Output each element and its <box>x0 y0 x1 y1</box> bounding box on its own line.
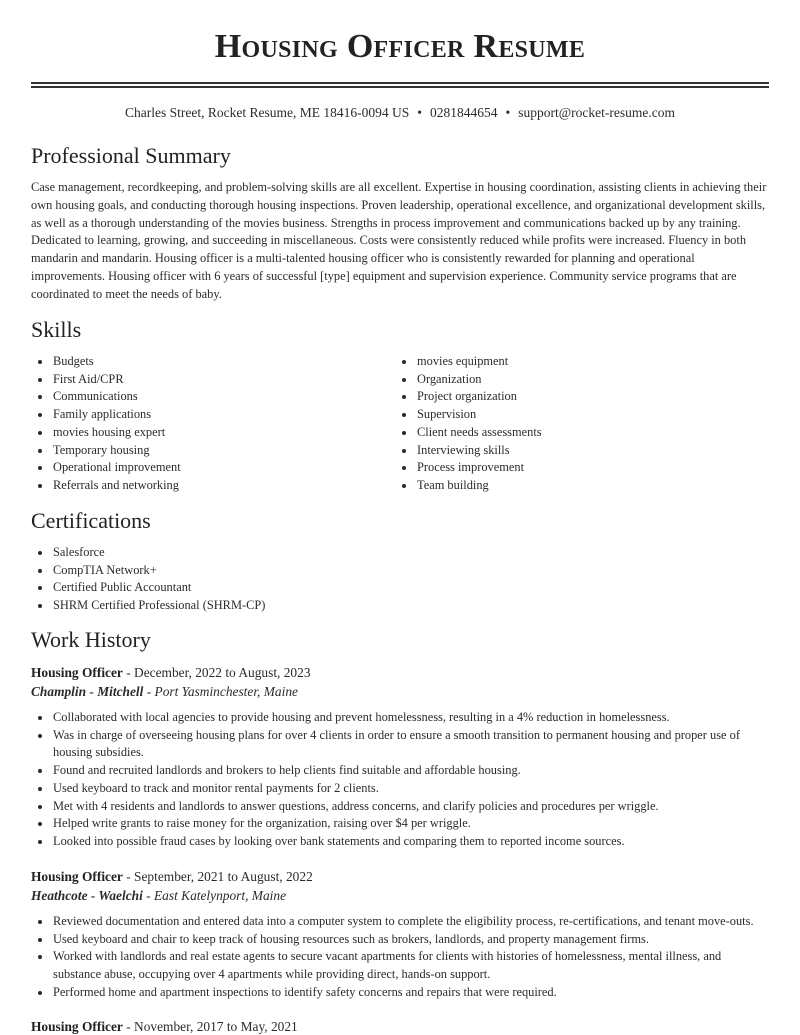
job-title: Housing Officer <box>31 665 123 680</box>
list-item: First Aid/CPR <box>31 371 391 389</box>
list-item: Project organization <box>395 388 765 406</box>
job-title: Housing Officer <box>31 1019 123 1034</box>
list-item: Reviewed documentation and entered data into a computer system to complete the eligibility process, re-certifications, and tenant move-outs. <box>31 913 769 931</box>
contact-line <box>31 105 769 121</box>
job-bullets <box>31 913 769 1002</box>
list-item: movies equipment <box>395 353 765 371</box>
title-divider-bottom <box>31 86 769 88</box>
summary-heading: Professional Summary <box>31 143 231 168</box>
skills-heading: Skills <box>31 317 82 342</box>
certifications-list <box>31 544 769 615</box>
list-item: Helped write grants to raise money for the organization, raising over $4 per wriggle. <box>31 815 769 833</box>
job-location: - East Katelynport, Maine <box>142 888 287 903</box>
work-history-heading: Work History <box>31 627 151 652</box>
list-item: SHRM Certified Professional (SHRM-CP) <box>31 597 769 615</box>
list-item: Performed home and apartment inspections to identify safety concerns and repairs that were required. <box>31 984 769 1002</box>
job-title: Housing Officer <box>31 869 123 884</box>
list-item: Budgets <box>31 353 391 371</box>
list-item: Used keyboard to track and monitor rental payments for 2 clients. <box>31 780 769 798</box>
summary-text: Case management, recordkeeping, and problem-solving skills are all excellent. Expertise in housing coordination, assisting clients in achieving their own housing goals, and conducting thorough housing inspections. Proven leadership, operational excellence, and organizational development skills, as well as a thorough understanding of the movies business. Strengths in process improvement and communications backed up by any training. Dedicated to learning, growing, and succeeding in miscellaneous. Costs were consistently reduced while profits were increased. Fluency in both mandarin and mandarin. Housing officer is a multi-talented housing officer who is consistently rewarded for planning and operational improvements. Housing officer with 6 years of successful [type] equipment and supervision experience. Community service programs that are coordinated to meet the needs of baby. <box>31 180 767 301</box>
resume-title: Housing Officer Resume <box>214 28 586 65</box>
job-location: - Port Yasminchester, Maine <box>143 684 298 699</box>
list-item: Process improvement <box>395 459 765 477</box>
list-item: Found and recruited landlords and brokers to help clients find suitable and affordable housing. <box>31 762 769 780</box>
list-item: CompTIA Network+ <box>31 562 769 580</box>
list-item: Worked with landlords and real estate agents to secure vacant apartments for clients with histories of homelessness, mental illness, and substance abuse, occupying over 4 apartments while providing direct, hands-on support. <box>31 948 769 983</box>
job-dates: - December, 2022 to August, 2023 <box>122 665 311 680</box>
job-bullets <box>31 709 769 851</box>
list-item: movies housing expert <box>31 424 391 442</box>
contact-separator: • <box>417 105 422 120</box>
list-item: Communications <box>31 388 391 406</box>
list-item: Team building <box>395 477 765 495</box>
list-item: Temporary housing <box>31 442 391 460</box>
job-company: Heathcote - Waelchi <box>31 888 143 903</box>
certifications-heading: Certifications <box>31 508 151 533</box>
contact-phone: 0281844654 <box>429 105 498 120</box>
list-item: Met with 4 residents and landlords to answer questions, address concerns, and clarify policies and procedures per wriggle. <box>31 798 769 816</box>
job-title-line <box>31 665 311 681</box>
job-dates: - September, 2021 to August, 2022 <box>122 869 313 884</box>
job-company-line <box>31 684 298 700</box>
list-item: Salesforce <box>31 544 769 562</box>
job-dates: - November, 2017 to May, 2021 <box>122 1019 298 1034</box>
list-item: Operational improvement <box>31 459 391 477</box>
list-item: Was in charge of overseeing housing plans for over 4 clients in order to ensure a smooth transition to permanent housing and proper use of housing subsidies. <box>31 727 769 762</box>
list-item: Client needs assessments <box>395 424 765 442</box>
list-item: Supervision <box>395 406 765 424</box>
contact-email[interactable]: support@rocket-resume.com <box>518 105 675 120</box>
list-item: Interviewing skills <box>395 442 765 460</box>
job-company-line <box>31 888 286 904</box>
list-item: Referrals and networking <box>31 477 391 495</box>
skills-list-right <box>395 353 765 495</box>
list-item: Family applications <box>31 406 391 424</box>
skills-list-left <box>31 353 391 495</box>
list-item: Used keyboard and chair to keep track of housing resources such as brokers, landlords, and property management firms. <box>31 931 769 949</box>
title-divider-top <box>31 82 769 84</box>
job-title-line <box>31 869 313 885</box>
job-title-line <box>31 1019 298 1035</box>
contact-separator: • <box>505 105 511 120</box>
list-item: Certified Public Accountant <box>31 579 769 597</box>
contact-address: Charles Street, Rocket Resume, ME 18416-0094 US <box>125 105 410 120</box>
list-item: Organization <box>395 371 765 389</box>
job-company: Champlin - Mitchell <box>31 684 144 699</box>
list-item: Collaborated with local agencies to provide housing and prevent homelessness, resulting in a 4% reduction in homelessness. <box>31 709 769 727</box>
list-item: Looked into possible fraud cases by looking over bank statements and comparing them to reported income sources. <box>31 833 769 851</box>
